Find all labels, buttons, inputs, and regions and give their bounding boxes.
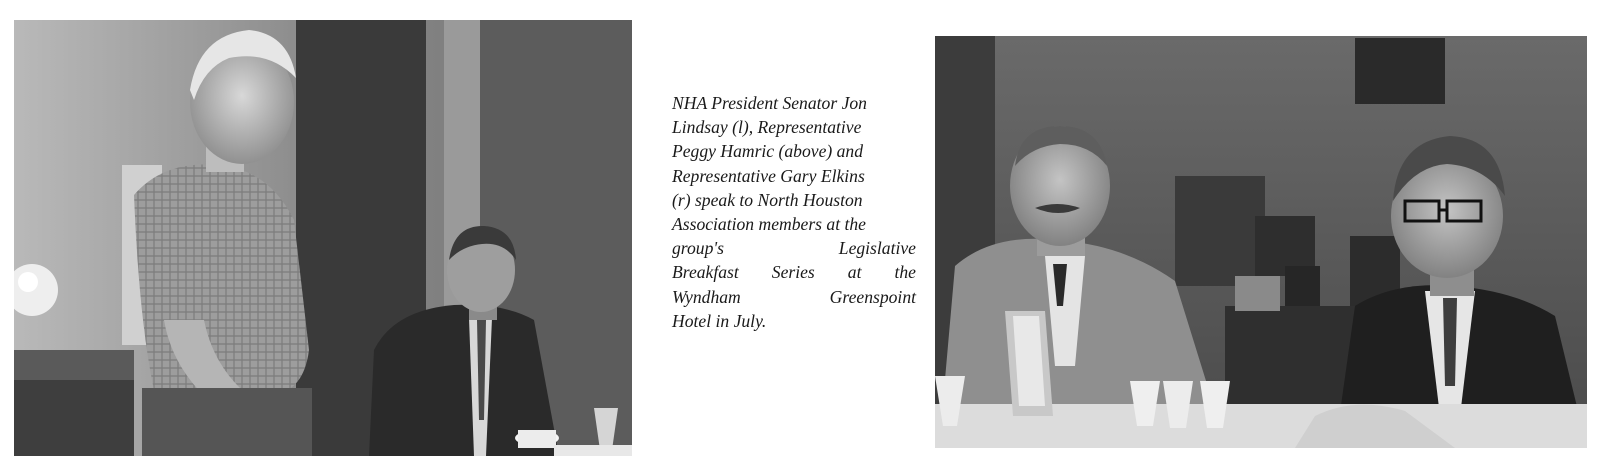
caption-word: Breakfast [672, 262, 739, 283]
caption-line [672, 309, 916, 333]
caption-line [672, 115, 916, 139]
caption-line [672, 260, 916, 284]
caption-word: Series [771, 262, 815, 283]
caption-word: Wyndham [672, 286, 741, 307]
photo-lindsay-speaking [14, 20, 632, 456]
caption-word: Legislative [838, 238, 916, 259]
caption-text: Representative Gary Elkins [672, 165, 865, 186]
caption-word: Greenspoint [829, 286, 916, 307]
caption-line [672, 139, 916, 163]
photo-hamric-elkins-seated [935, 36, 1587, 448]
caption-line [672, 285, 916, 309]
caption-text: NHA President Senator Jon [672, 93, 867, 113]
caption-line [672, 91, 916, 115]
caption-word: the [894, 262, 916, 283]
caption-line [672, 188, 916, 212]
caption-text: Lindsay (l), Representative [672, 117, 862, 138]
caption-text: Hotel in July. [672, 310, 767, 331]
photo-right-image [935, 36, 1587, 448]
caption-word: group's [672, 238, 724, 259]
caption-text: (r) speak to North Houston [672, 189, 863, 210]
caption-text: Association members at the [672, 214, 866, 235]
caption-word: at [847, 262, 862, 283]
caption-line [672, 164, 916, 188]
caption-text: Peggy Hamric (above) and [672, 141, 864, 162]
photo-left-image [14, 20, 632, 456]
caption-line [672, 212, 916, 236]
photo-caption [672, 91, 916, 333]
caption-line [672, 236, 916, 260]
